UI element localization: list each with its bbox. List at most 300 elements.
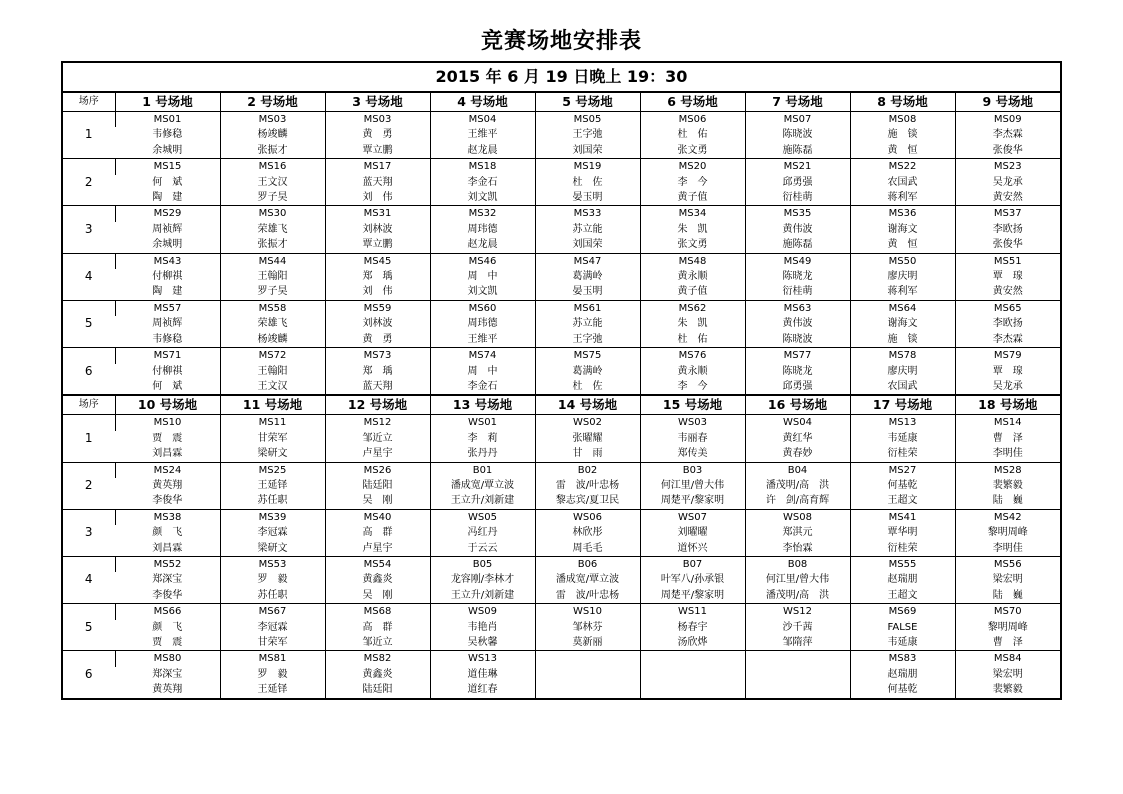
match-code: MS52 [115,556,220,572]
player-row [63,446,1060,462]
match-code: B06 [535,556,640,572]
player-name: 周祯辉 [152,318,183,330]
player-name: 梁研文 [220,541,325,557]
match-code: MS45 [325,253,430,269]
player-name: 苏任职 [220,588,325,604]
player-name: 陈晓波 [745,127,850,142]
player-name: 郑传美 [640,446,745,462]
player-name: 韦修稳 [152,333,183,345]
player-name: 邹近立 [325,431,430,446]
player-name: 衍桂荣 [850,446,955,462]
player-name: 李金石 [430,379,535,395]
player-name: 农国武 [850,379,955,395]
match-code: WS12 [745,604,850,620]
session-number: 1 [63,112,115,159]
player-name [535,682,640,697]
court-header: 7 号场地 [745,93,850,112]
player-row [63,379,1060,395]
player-name: 陈晓龙 [745,364,850,379]
player-row [63,284,1060,300]
player-row [63,572,1060,587]
page-title: 竞赛场地安排表 [480,29,642,54]
match-code: B01 [430,462,535,478]
player-name: 陈晓波 [745,332,850,348]
match-code-row [63,348,1060,364]
player-name: 何 斌 [152,380,183,392]
player-name: 王文汉 [220,379,325,395]
player-name: 陆 巍 [955,493,1060,509]
player-name: 覃 瑔 [955,364,1060,379]
player-row [63,127,1060,142]
match-code: MS05 [535,112,640,128]
player-name: 蓝天翔 [325,175,430,190]
match-code: MS36 [850,206,955,222]
match-code: MS75 [535,348,640,364]
player-name: 李 今 [640,175,745,190]
player-name: 黄安然 [955,190,1060,206]
session-number: 5 [63,604,115,651]
match-code-row [63,651,1060,667]
player-name: 付柳祺 [152,271,183,283]
player-row [63,316,1060,331]
player-name: 甘 雨 [535,446,640,462]
player-name: 杨春宇 [640,620,745,635]
player-name: 黄 恒 [850,143,955,159]
match-code: MS57 [115,300,220,316]
match-code: MS74 [430,348,535,364]
player-name: 周楚平/黎家明 [640,493,745,509]
player-name: 潘成宽/覃立波 [430,478,535,493]
match-code: MS62 [640,300,745,316]
match-code: MS81 [220,651,325,667]
player-name: 黄子值 [640,190,745,206]
match-code: MS13 [850,415,955,431]
player-name: 高 群 [325,620,430,635]
court-header: 14 号场地 [535,395,640,415]
match-code: MS44 [220,253,325,269]
match-code-row [63,159,1060,175]
match-code: MS80 [115,651,220,667]
match-code: MS68 [325,604,430,620]
session-number: 6 [63,651,115,698]
player-name: 罗 毅 [220,667,325,682]
match-code: MS49 [745,253,850,269]
player-name: 农国武 [850,175,955,190]
match-code: MS31 [325,206,430,222]
player-name: 刘曜曜 [640,525,745,540]
player-name: 黄 勇 [325,332,430,348]
player-name: 韦修稳 [152,129,183,141]
player-name: 李明佳 [955,541,1060,557]
session-number: 3 [63,509,115,556]
player-name: 刘林波 [325,316,430,331]
match-code: B03 [640,462,745,478]
player-name: 韦丽春 [640,431,745,446]
player-name: 张文勇 [640,237,745,253]
session-number: 6 [63,348,115,396]
player-name: 黄红华 [745,431,850,446]
player-name: 邹林芬 [535,620,640,635]
player-name: 黎明周峰 [955,525,1060,540]
player-name: 廖庆明 [850,364,955,379]
match-code: MS03 [220,112,325,128]
player-name: 沙千茜 [745,620,850,635]
player-name: 贾 震 [152,432,183,444]
court-header: 16 号场地 [745,395,850,415]
player-name: 曹 泽 [955,431,1060,446]
match-code [640,651,745,667]
player-name: 李 今 [640,379,745,395]
player-name: 廖庆明 [850,269,955,284]
match-code: MS30 [220,206,325,222]
player-name: 施 锬 [850,127,955,142]
player-name: 衍桂荣 [850,541,955,557]
player-name: 吴 刚 [325,493,430,509]
match-code: MS42 [955,509,1060,525]
match-code: WS03 [640,415,745,431]
player-name: 刘文凯 [430,190,535,206]
player-name: 王立升/刘新建 [430,588,535,604]
player-name: 刘 伟 [325,284,430,300]
match-code: MS32 [430,206,535,222]
match-code: MS16 [220,159,325,175]
player-name: 道佳琳 [430,667,535,682]
player-name: 苏立能 [535,316,640,331]
player-name: 冯红丹 [430,525,535,540]
player-name: 李明佳 [955,446,1060,462]
player-name: FALSE [850,620,955,635]
match-code: MS65 [955,300,1060,316]
player-name: 余城明 [152,239,183,251]
player-name: 罗 毅 [220,572,325,587]
court-header: 2 号场地 [220,93,325,112]
match-code: MS20 [640,159,745,175]
player-name: 甘荣军 [220,635,325,651]
court-header: 8 号场地 [850,93,955,112]
match-code: MS66 [115,604,220,620]
player-name: 覃华明 [850,525,955,540]
player-name: 韦延康 [850,635,955,651]
match-code: MS67 [220,604,325,620]
player-name: 张振才 [220,143,325,159]
player-name: 黄 恒 [850,237,955,253]
player-name: 蒋利军 [850,190,955,206]
match-code: MS01 [115,112,220,128]
match-code: MS10 [115,415,220,431]
player-name: 汤欣烨 [640,635,745,651]
player-name: 龙容刚/李林才 [430,572,535,587]
player-name: 覃立鹏 [325,143,430,159]
player-name: 王文汉 [220,175,325,190]
match-code: MS60 [430,300,535,316]
player-name: 刘文凯 [430,284,535,300]
match-code: MS38 [115,509,220,525]
match-code: MS61 [535,300,640,316]
player-name: 张丹丹 [430,446,535,462]
match-code: MS71 [115,348,220,364]
player-name: 卢星宇 [325,541,430,557]
player-name: 黄 勇 [325,127,430,142]
match-code: MS77 [745,348,850,364]
player-name: 赵瑞朋 [850,572,955,587]
player-name: 张曜耀 [535,431,640,446]
match-code: MS15 [115,159,220,175]
player-name: 王延铎 [220,478,325,493]
match-code: MS29 [115,206,220,222]
player-name: 杨竣麟 [220,332,325,348]
player-name: 于云云 [430,541,535,557]
match-code [535,651,640,667]
player-name: 刘昌霖 [152,542,183,554]
match-code: WS08 [745,509,850,525]
player-name: 张振才 [220,237,325,253]
player-name: 李冠霖 [220,525,325,540]
player-name: 吴龙承 [955,175,1060,190]
player-name: 王延铎 [220,682,325,697]
player-name: 卢星宇 [325,446,430,462]
match-code-row [63,206,1060,222]
match-code-row [63,300,1060,316]
player-name: 杜 佑 [640,127,745,142]
player-name: 周毛毛 [535,541,640,557]
match-code: WS13 [430,651,535,667]
match-code-row [63,462,1060,478]
match-code: MS04 [430,112,535,128]
match-code: WS02 [535,415,640,431]
match-code: WS07 [640,509,745,525]
session-number: 3 [63,206,115,253]
player-row [63,190,1060,206]
player-name: 朱 凯 [640,222,745,237]
match-code: MS53 [220,556,325,572]
court-header: 5 号场地 [535,93,640,112]
player-name: 裴繁毅 [955,682,1060,697]
player-name: 陆廷阳 [325,682,430,697]
match-code: MS09 [955,112,1060,128]
court-header: 3 号场地 [325,93,430,112]
match-code: MS69 [850,604,955,620]
player-name: 晏玉明 [535,284,640,300]
player-name: 梁宏明 [955,572,1060,587]
player-name: 黄英翔 [152,684,183,696]
match-code: MS48 [640,253,745,269]
player-name: 吴龙承 [955,379,1060,395]
match-code: MS59 [325,300,430,316]
player-name: 韦延康 [850,431,955,446]
match-code: MS72 [220,348,325,364]
player-name: 黎志宾/夏卫民 [535,493,640,509]
player-name: 赵龙晨 [430,143,535,159]
player-row [63,667,1060,682]
player-name: 荣雄飞 [220,316,325,331]
session-number: 4 [63,253,115,300]
player-name: 陶 建 [152,192,183,204]
match-code: MS41 [850,509,955,525]
player-name: 周 中 [430,269,535,284]
match-code: MS47 [535,253,640,269]
player-row [63,493,1060,509]
match-code: MS23 [955,159,1060,175]
match-code: WS09 [430,604,535,620]
match-code: MS70 [955,604,1060,620]
player-name: 葛满岭 [535,269,640,284]
player-name: 刘国荣 [535,237,640,253]
session-number: 4 [63,556,115,603]
player-row [63,175,1060,190]
player-name: 雷 波/叶忠杨 [535,478,640,493]
match-code: MS82 [325,651,430,667]
player-name: 潘茂明/高 洪 [745,588,850,604]
player-name: 周楚平/黎家明 [640,588,745,604]
court-header: 15 号场地 [640,395,745,415]
player-name [745,667,850,682]
player-name: 颜 飞 [152,621,183,633]
player-name: 王字弛 [535,332,640,348]
player-row [63,332,1060,348]
court-header: 6 号场地 [640,93,745,112]
player-name: 杜 佑 [640,332,745,348]
player-name: 谢海文 [850,222,955,237]
match-code: WS01 [430,415,535,431]
schedule-sheet [61,61,1062,700]
player-row [63,478,1060,493]
player-name: 李杰霖 [955,332,1060,348]
player-name: 叶军八/孙承银 [640,572,745,587]
player-name: 李欧扬 [955,316,1060,331]
player-name [745,682,850,697]
player-name: 王立升/刘新建 [430,493,535,509]
player-name: 甘荣军 [220,431,325,446]
player-name: 郑深宝 [152,574,183,586]
player-name [640,682,745,697]
match-code: MS24 [115,462,220,478]
match-code: WS10 [535,604,640,620]
match-code: MS21 [745,159,850,175]
player-row [63,431,1060,446]
match-code: MS78 [850,348,955,364]
player-name: 何江里/曾大伟 [745,572,850,587]
player-name: 陈晓龙 [745,269,850,284]
player-name: 覃 瑔 [955,269,1060,284]
match-code: WS04 [745,415,850,431]
court-header: 13 号场地 [430,395,535,415]
player-name: 赵瑞朋 [850,667,955,682]
match-code: MS12 [325,415,430,431]
session-number: 2 [63,159,115,206]
player-name: 蓝天翔 [325,379,430,395]
match-code: MS58 [220,300,325,316]
match-code-row [63,253,1060,269]
match-code: WS05 [430,509,535,525]
player-name: 高 群 [325,525,430,540]
court-header: 12 号场地 [325,395,430,415]
match-code: MS76 [640,348,745,364]
player-name: 何 斌 [152,176,183,188]
player-name: 荣雄飞 [220,222,325,237]
session-label: 场序 [63,93,115,112]
match-code: MS14 [955,415,1060,431]
player-name: 付柳祺 [152,365,183,377]
player-name: 周祯辉 [152,223,183,235]
player-name: 覃立鹏 [325,237,430,253]
player-name: 黄英翔 [152,479,183,491]
player-name: 罗子昊 [220,190,325,206]
player-name: 王翰阳 [220,269,325,284]
match-code: MS79 [955,348,1060,364]
match-code: MS28 [955,462,1060,478]
player-name: 王维平 [430,332,535,348]
player-name: 苏立能 [535,222,640,237]
match-code-row [63,415,1060,431]
player-name: 陆廷阳 [325,478,430,493]
match-code: MS19 [535,159,640,175]
player-name: 黄伟波 [745,316,850,331]
match-code: MS27 [850,462,955,478]
player-name: 施陈磊 [745,237,850,253]
court-header: 11 号场地 [220,395,325,415]
player-name: 李俊华 [152,495,183,507]
player-name: 李 莉 [430,431,535,446]
player-name: 郑淇元 [745,525,850,540]
player-name: 朱 凯 [640,316,745,331]
player-name: 余城明 [152,144,183,156]
match-code: MS37 [955,206,1060,222]
player-name: 谢海文 [850,316,955,331]
player-name: 何基乾 [850,682,955,697]
match-code: MS17 [325,159,430,175]
court-header: 17 号场地 [850,395,955,415]
player-name: 刘国荣 [535,143,640,159]
player-name: 道怀兴 [640,541,745,557]
match-code: B08 [745,556,850,572]
player-row [63,525,1060,540]
match-code: MS08 [850,112,955,128]
player-name: 赵龙晨 [430,237,535,253]
player-name: 衍桂萌 [745,190,850,206]
match-code [745,651,850,667]
player-name: 张俊华 [955,237,1060,253]
session-label: 场序 [63,395,115,415]
match-code: MS43 [115,253,220,269]
date-line: 2015 年 6 月 19 日晚上 19：30 [63,63,1060,93]
player-row [63,541,1060,557]
session-number: 5 [63,300,115,347]
match-code: B05 [430,556,535,572]
player-row [63,364,1060,379]
player-name: 韦艳肖 [430,620,535,635]
player-name: 周玮德 [430,316,535,331]
match-code-row [63,604,1060,620]
match-code: MS18 [430,159,535,175]
player-name: 李冠霖 [220,620,325,635]
court-header: 18 号场地 [955,395,1060,415]
match-code: WS06 [535,509,640,525]
match-code: MS25 [220,462,325,478]
player-row [63,143,1060,159]
court-header: 4 号场地 [430,93,535,112]
player-name: 黄永顺 [640,269,745,284]
player-name: 蒋利军 [850,284,955,300]
player-name: 吴 刚 [325,588,430,604]
player-name: 苏任职 [220,493,325,509]
player-name: 罗子昊 [220,284,325,300]
match-code: MS50 [850,253,955,269]
player-name: 曹 泽 [955,635,1060,651]
player-row [63,682,1060,697]
match-code: MS54 [325,556,430,572]
player-name: 邱勇强 [745,379,850,395]
player-name: 晏玉明 [535,190,640,206]
